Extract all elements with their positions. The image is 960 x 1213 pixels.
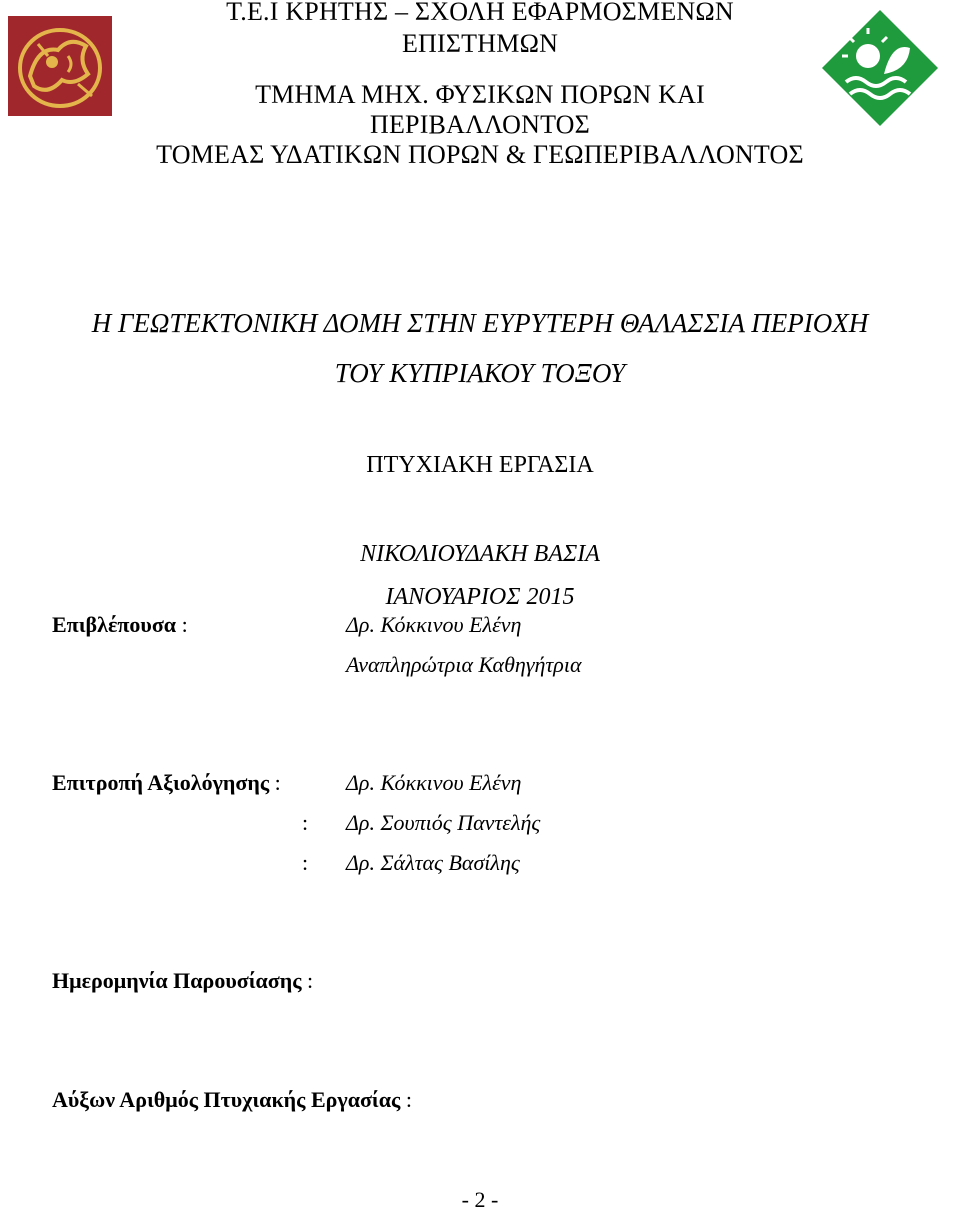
serial-number-row [52,1087,412,1113]
thesis-type: ΠΤΥΧΙΑΚΗ ΕΡΓΑΣΙΑ [366,452,594,478]
committee-colon-3: : [302,850,309,875]
supervisor-rank: Αναπληρώτρια Καθηγήτρια [346,652,582,677]
thesis-title-line-1: Η ΓΕΩΤΕΚΤΟΝΙΚΗ ΔΟΜΗ ΣΤΗΝ ΕΥΡΥΤΕΡΗ ΘΑΛΑΣΣΙΑ ΠΕΡΙΟΧΗ [91,308,869,338]
department-line-2: ΠΕΡΙΒΑΛΛΟΝΤΟΣ [369,110,590,139]
sector-line: ΤΟΜΕΑΣ ΥΔΑΤΙΚΩΝ ΠΟΡΩΝ & ΓΕΩΠΕΡΙΒΑΛΛΟΝΤΟΣ [156,140,804,169]
institution-line-2: ΕΠΙΣΤΗΜΩΝ [401,29,559,58]
institution-line: Τ.Ε.Ι ΚΡΗΤΗΣ – ΣΧΟΛΗ ΕΦΑΡΜΟΣΜΕΝΩΝ [226,0,734,26]
thesis-date: ΙΑΝΟΥΑΡΙΟΣ 2015 [385,584,575,610]
supervisor-colon: : [181,612,188,637]
author-name: ΝΙΚΟΛΙΟΥΔΑΚΗ ΒΑΣΙΑ [360,541,600,567]
committee-member-2: Δρ. Σουπιός Παντελής [346,810,541,835]
committee-label-row [52,770,281,796]
committee-colon-1: : [274,770,281,795]
presentation-date-label: Ημερομηνία Παρουσίασης [52,968,302,993]
serial-number-label: Αύξων Αριθμός Πτυχιακής Εργασίας [52,1087,401,1112]
department-line: ΤΜΗΜΑ ΜΗΧ. ΦΥΣΙΚΩΝ ΠΟΡΩΝ ΚΑΙ [255,80,705,109]
committee-member-3: Δρ. Σάλτας Βασίλης [346,850,520,875]
supervisor-name: Δρ. Κόκκινου Ελένη [346,612,522,637]
thesis-title-line-2: ΤΟΥ ΚΥΠΡΙΑΚΟΥ ΤΟΞΟΥ [334,358,626,388]
presentation-date-row [52,968,313,994]
committee-colon-2: : [302,810,309,835]
committee-label: Επιτροπή Αξιολόγησης [52,770,270,795]
presentation-date-colon: : [307,968,314,993]
supervisor-row [52,612,188,638]
committee-member-1: Δρ. Κόκκινου Ελένη [346,770,522,795]
serial-number-colon: : [405,1087,412,1112]
page-number: - 2 - [461,1187,499,1212]
supervisor-label: Επιβλέπουσα [52,612,177,637]
